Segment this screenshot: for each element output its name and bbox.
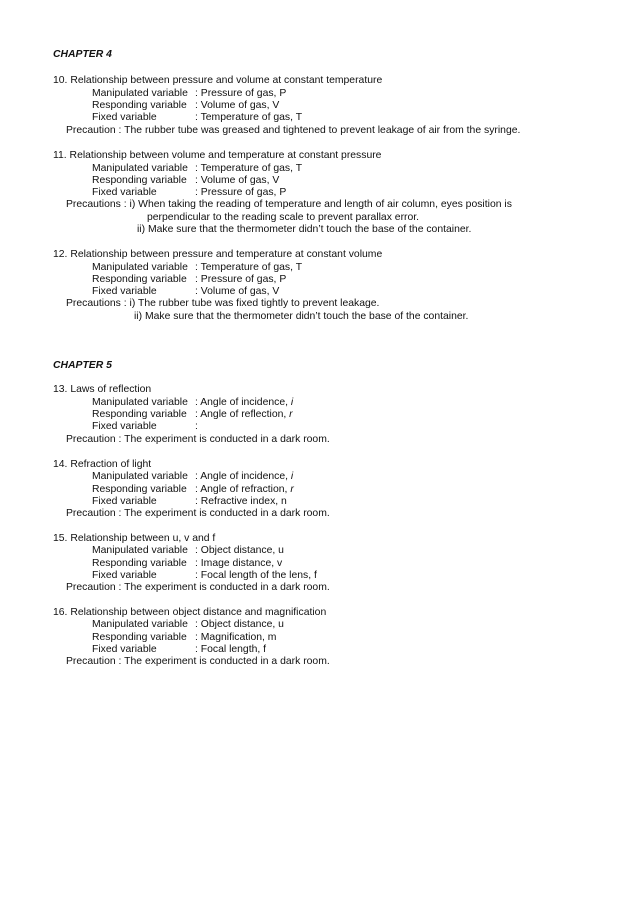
item-12-title: 12. Relationship between pressure and temperature at constant volume xyxy=(53,249,383,260)
item-16-responding-value: : Magnification, m xyxy=(195,632,277,643)
item-13-title: 13. Laws of reflection xyxy=(53,384,152,395)
item-15-fixed-value: : Focal length of the lens, f xyxy=(195,570,317,581)
item-14-responding-text: : Angle of refraction, xyxy=(195,484,288,495)
item-11-responding-label: Responding variable xyxy=(92,175,187,186)
item-10-title: 10. Relationship between pressure and volume at constant temperature xyxy=(53,75,383,86)
item-12-responding-label: Responding variable xyxy=(92,274,187,285)
item-12-manipulated-value: : Temperature of gas, T xyxy=(195,262,303,273)
item-16-manipulated-label: Manipulated variable xyxy=(92,619,188,630)
item-14-precaution: Precaution : The experiment is conducted in a dark room. xyxy=(66,508,330,519)
item-11-fixed-label: Fixed variable xyxy=(92,187,157,198)
item-10-precaution: Precaution : The rubber tube was greased and tightened to prevent leakage of air from the syringe. xyxy=(66,125,521,136)
item-13-manipulated-value xyxy=(195,397,293,409)
item-14-responding-symbol: r xyxy=(290,484,294,495)
item-14-responding-value xyxy=(195,484,294,496)
item-15-responding-label: Responding variable xyxy=(92,558,187,569)
item-15-precaution: Precaution : The experiment is conducted in a dark room. xyxy=(66,582,330,593)
item-11-responding-value: : Volume of gas, V xyxy=(195,175,280,186)
item-12-precaution-2: ii) Make sure that the thermometer didn’t touch the base of the container. xyxy=(134,311,469,322)
item-10-responding-label: Responding variable xyxy=(92,100,187,111)
chapter-5-heading: CHAPTER 5 xyxy=(53,360,112,371)
item-14-manipulated-value xyxy=(195,471,293,483)
item-10-manipulated-label: Manipulated variable xyxy=(92,88,188,99)
item-14-manipulated-text: : Angle of incidence, xyxy=(195,471,289,482)
item-13-manipulated-label: Manipulated variable xyxy=(92,397,188,408)
item-10-manipulated-value: : Pressure of gas, P xyxy=(195,88,287,99)
item-12-fixed-label: Fixed variable xyxy=(92,286,157,297)
item-14-responding-label: Responding variable xyxy=(92,484,187,495)
item-16-title: 16. Relationship between object distance and magnification xyxy=(53,607,327,618)
item-13-responding-symbol: r xyxy=(289,409,293,420)
item-10-fixed-label: Fixed variable xyxy=(92,112,157,123)
item-15-manipulated-label: Manipulated variable xyxy=(92,545,188,556)
item-14-manipulated-label: Manipulated variable xyxy=(92,471,188,482)
chapter-4-heading: CHAPTER 4 xyxy=(53,49,112,60)
item-12-responding-value: : Pressure of gas, P xyxy=(195,274,287,285)
item-11-precaution-1: Precautions : i) When taking the reading of temperature and length of air column, eyes position is xyxy=(66,199,512,210)
item-14-title: 14. Refraction of light xyxy=(53,459,152,470)
item-11-manipulated-value: : Temperature of gas, T xyxy=(195,163,303,174)
item-14-fixed-label: Fixed variable xyxy=(92,496,157,507)
item-16-responding-label: Responding variable xyxy=(92,632,187,643)
item-11-precaution-2: ii) Make sure that the thermometer didn’t touch the base of the container. xyxy=(137,224,472,235)
item-11-title: 11. Relationship between volume and temperature at constant pressure xyxy=(53,150,382,161)
item-14-fixed-value: : Refractive index, n xyxy=(195,496,287,507)
item-13-fixed-label: Fixed variable xyxy=(92,421,157,432)
item-13-responding-text: : Angle of reflection, xyxy=(195,409,287,420)
item-16-fixed-label: Fixed variable xyxy=(92,644,157,655)
item-15-responding-value: : Image distance, v xyxy=(195,558,283,569)
item-12-manipulated-label: Manipulated variable xyxy=(92,262,188,273)
item-15-title: 15. Relationship between u, v and f xyxy=(53,533,216,544)
item-12-precaution-1: Precautions : i) The rubber tube was fixed tightly to prevent leakage. xyxy=(66,298,380,309)
item-13-manipulated-symbol: i xyxy=(290,397,294,408)
item-11-precaution-1-continued: perpendicular to the reading scale to prevent parallax error. xyxy=(147,212,420,223)
item-13-fixed-value: : xyxy=(195,421,198,432)
item-14-manipulated-symbol: i xyxy=(290,471,294,482)
item-15-manipulated-value: : Object distance, u xyxy=(195,545,284,556)
item-11-manipulated-label: Manipulated variable xyxy=(92,163,188,174)
item-16-precaution: Precaution : The experiment is conducted in a dark room. xyxy=(66,656,330,667)
item-16-manipulated-value: : Object distance, u xyxy=(195,619,284,630)
item-10-responding-value: : Volume of gas, V xyxy=(195,100,280,111)
item-11-fixed-value: : Pressure of gas, P xyxy=(195,187,287,198)
item-12-fixed-value: : Volume of gas, V xyxy=(195,286,280,297)
item-13-responding-value xyxy=(195,409,293,421)
item-13-manipulated-text: : Angle of incidence, xyxy=(195,397,289,408)
item-15-fixed-label: Fixed variable xyxy=(92,570,157,581)
item-10-fixed-value: : Temperature of gas, T xyxy=(195,112,303,123)
item-13-precaution: Precaution : The experiment is conducted in a dark room. xyxy=(66,434,330,445)
item-16-fixed-value: : Focal length, f xyxy=(195,644,267,655)
item-13-responding-label: Responding variable xyxy=(92,409,187,420)
